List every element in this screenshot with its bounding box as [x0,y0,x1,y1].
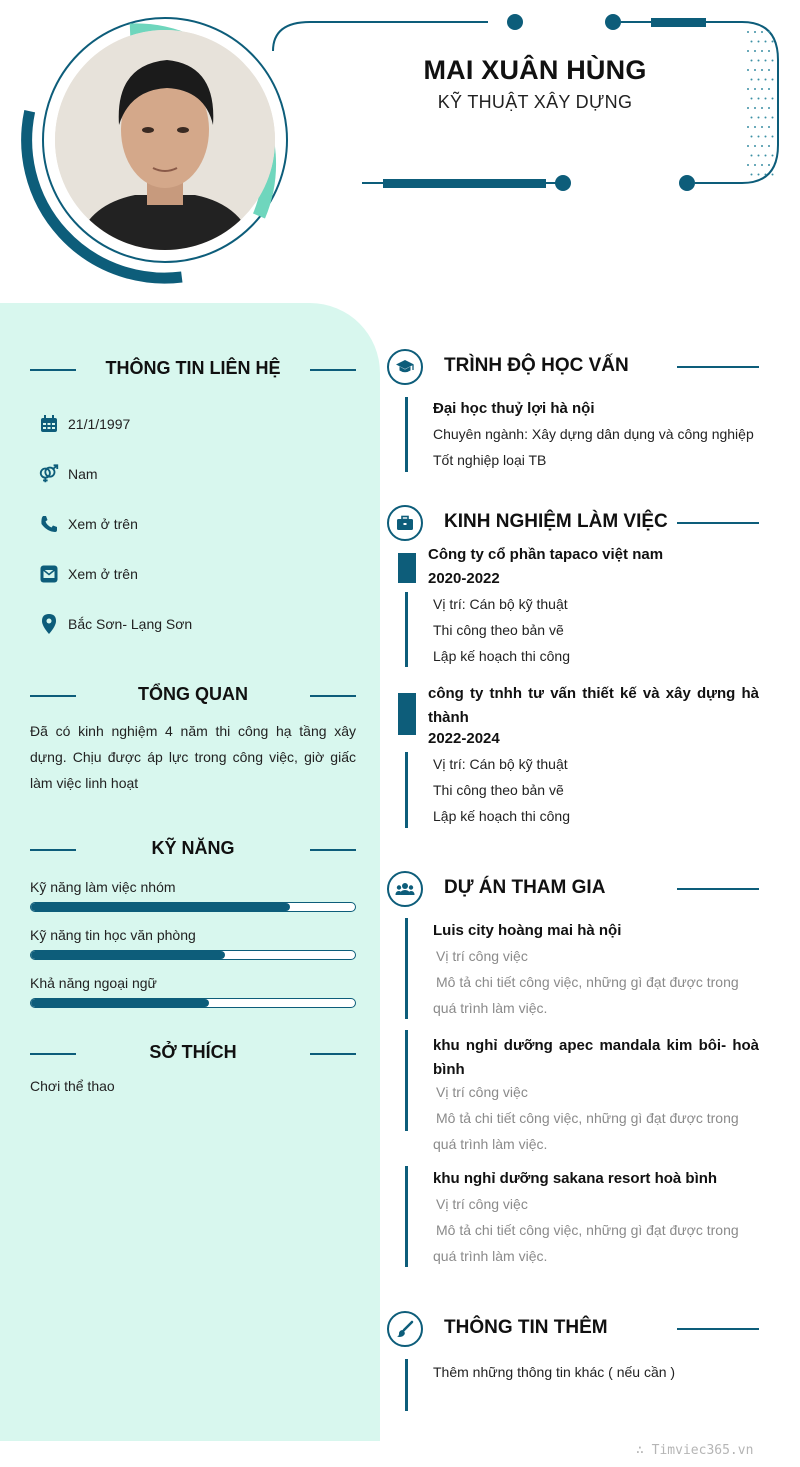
job-line: Thi công theo bản vẽ [433,622,564,638]
skill-bar-fill [31,951,225,959]
pattern-dot [754,50,756,52]
contact-gender: Nam [38,463,98,485]
pattern-dot [754,107,756,109]
pattern-dot [765,79,767,81]
pattern-dot [765,155,767,157]
extra-text: Thêm những thông tin khác ( nếu cần ) [433,1364,676,1380]
pattern-dot [765,41,767,43]
contact-birthday: 21/1/1997 [38,413,130,435]
pattern-dot [758,98,760,100]
pattern-dot [768,31,770,33]
pattern-dot [751,136,753,138]
pattern-dot [751,155,753,157]
pattern-dot [772,60,774,62]
pattern-dot [758,79,760,81]
pattern-dot [761,50,763,52]
project-timeline-line [405,1030,408,1131]
contact-email: Xem ở trên [38,563,138,585]
pattern-dot [772,155,774,157]
project-role: Vị trí công việc [436,1196,528,1212]
hobbies-text: Chơi thể thao [30,1078,115,1094]
job-line: Thi công theo bản vẽ [433,782,564,798]
contact-phone: Xem ở trên [38,513,138,535]
project-desc: Mô tả chi tiết công việc, những gì đạt được trong quá trình làm việc. [433,1110,739,1152]
location-icon [38,613,60,635]
extra-timeline-line [405,1359,408,1411]
skill-label-office: Kỹ năng tin học văn phòng [30,927,196,943]
pattern-dot [754,126,756,128]
pattern-dot [758,60,760,62]
pattern-dot [772,174,774,176]
education-section-title: TRÌNH ĐỘ HỌC VẤN [444,355,629,376]
pattern-dot [747,69,749,71]
job-line: Lập kế hoạch thi công [433,808,570,824]
gender-icon [38,463,60,485]
users-icon [387,871,423,907]
brush-icon [387,1311,423,1347]
project-timeline-line [405,918,408,1019]
job-period: 2022-2024 [428,730,500,747]
pattern-dot [751,174,753,176]
pattern-dot [747,126,749,128]
pattern-dot [751,117,753,119]
pattern-dot [754,69,756,71]
pattern-dot [758,41,760,43]
pattern-dot [772,79,774,81]
pattern-dot [772,98,774,100]
job-marker [398,693,416,735]
pattern-dot [765,117,767,119]
education-school: Đại học thuỷ lợi hà nội [433,400,595,417]
graduation-cap-icon [387,349,423,385]
pattern-dot [768,164,770,166]
calendar-icon [38,413,60,435]
pattern-dot [761,31,763,33]
email-icon [38,563,60,585]
pattern-dot [758,117,760,119]
pattern-dot [754,88,756,90]
pattern-dot [747,164,749,166]
job-timeline-line [405,592,408,667]
pattern-dot [765,98,767,100]
contact-address: Bắc Sơn- Lạng Sơn [38,613,192,635]
pattern-dot [772,41,774,43]
extra-section-title: THÔNG TIN THÊM [444,1317,608,1338]
job-company: công ty tnhh tư vấn thiết kế và xây dựng hà thành [428,685,759,726]
pattern-dot [758,155,760,157]
pattern-dot [765,60,767,62]
project-name: khu nghỉ dưỡng sakana resort hoà bình [433,1170,718,1187]
project-timeline-line [405,1166,408,1267]
project-name: Luis city hoàng mai hà nội [433,922,622,939]
pattern-dot [761,164,763,166]
pattern-dot [765,174,767,176]
pattern-dot [768,107,770,109]
pattern-dot [758,136,760,138]
skill-bar-fill [31,999,209,1007]
brand-name: Timviec365.vn [651,1443,754,1458]
pattern-dot [758,174,760,176]
job-marker [398,553,416,583]
job-line: Vị trí: Cán bộ kỹ thuật [433,596,568,612]
pattern-dot [768,69,770,71]
overview-section-title: TỔNG QUAN [30,684,356,705]
project-role: Vị trí công việc [436,948,528,964]
pattern-dot [747,50,749,52]
pattern-dot [751,98,753,100]
pattern-dot [747,145,749,147]
project-desc: Mô tả chi tiết công việc, những gì đạt được trong quá trình làm việc. [433,974,739,1016]
extra-title-line [677,1328,759,1330]
pattern-dot [747,88,749,90]
footer-brand[interactable] [636,1443,753,1458]
pattern-dot [761,69,763,71]
brand-logo-icon: ∴ [636,1443,644,1458]
pattern-dot [772,136,774,138]
pattern-dot [761,107,763,109]
project-role: Vị trí công việc [436,1084,528,1100]
experience-section-title: KINH NGHIỆM LÀM VIỆC [444,511,668,532]
pattern-dot [754,31,756,33]
phone-icon [38,513,60,535]
pattern-dot [768,88,770,90]
hobbies-section-title: SỞ THÍCH [30,1042,356,1063]
education-grade: Tốt nghiệp loại TB [433,452,547,468]
job-timeline-line [405,752,408,828]
skill-label-teamwork: Kỹ năng làm việc nhóm [30,879,176,895]
projects-title-line [677,888,759,890]
pattern-dot [751,79,753,81]
skills-section-title: KỸ NĂNG [30,838,356,859]
pattern-dot [754,145,756,147]
job-line: Lập kế hoạch thi công [433,648,570,664]
pattern-dot [768,50,770,52]
skill-bar-fill [31,903,290,911]
pattern-dot [761,145,763,147]
contact-section-title: THÔNG TIN LIÊN HỆ [30,358,356,379]
experience-title-line [677,522,759,524]
skill-bar-language [30,998,356,1008]
pattern-dot [772,117,774,119]
overview-text: Đã có kinh nghiệm 4 năm thi công hạ tầng xây dựng. Chịu được áp lực trong công việc, giờ giấc làm việc linh hoạt [30,723,356,791]
job-title: KỸ THUẬT XÂY DỰNG [437,92,633,112]
education-major: Chuyên ngành: Xây dựng dân dụng và công nghiệp [433,426,754,442]
skill-bar-teamwork [30,902,356,912]
skill-bar-office [30,950,356,960]
education-timeline-line [405,397,408,472]
projects-section-title: DỰ ÁN THAM GIA [444,877,606,898]
education-title-line [677,366,759,368]
pattern-dot [747,107,749,109]
job-period: 2020-2022 [428,570,500,587]
briefcase-icon [387,505,423,541]
project-desc: Mô tả chi tiết công việc, những gì đạt được trong quá trình làm việc. [433,1222,739,1264]
pattern-dot [751,60,753,62]
pattern-dot [754,164,756,166]
job-company: Công ty cổ phần tapaco việt nam [428,546,664,563]
profile-photo [55,30,275,250]
candidate-name: MAI XUÂN HÙNG [423,55,647,85]
pattern-dot [761,88,763,90]
skill-label-language: Khả năng ngoại ngữ [30,975,157,991]
pattern-dot [765,136,767,138]
pattern-dot [751,41,753,43]
pattern-dot [768,126,770,128]
project-name: khu nghỉ dưỡng apec mandala kim bôi- hoà bình [433,1037,759,1078]
pattern-dot [768,145,770,147]
pattern-dot [761,126,763,128]
pattern-dot [747,31,749,33]
job-line: Vị trí: Cán bộ kỹ thuật [433,756,568,772]
